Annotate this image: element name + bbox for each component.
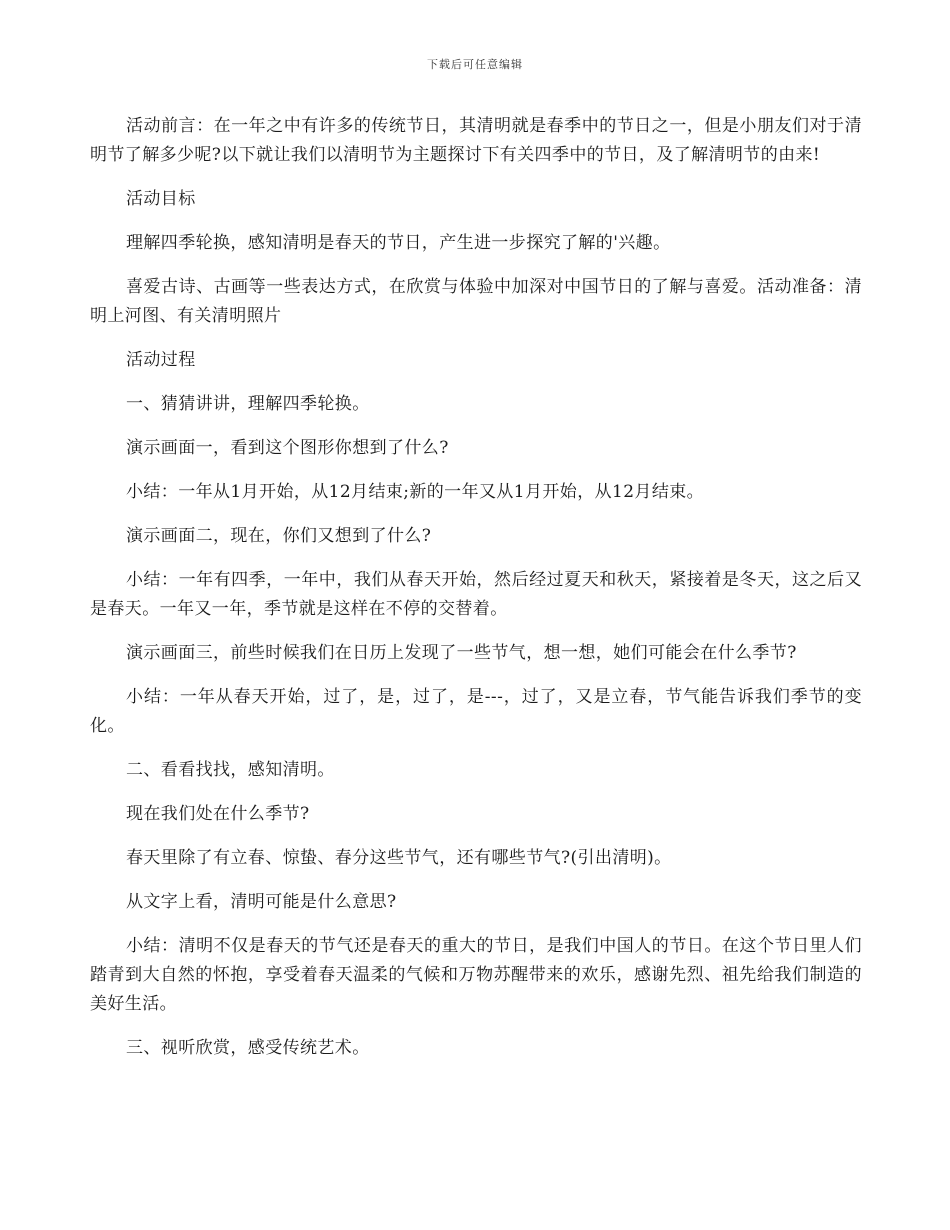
section-heading-3: 三、视听欣赏，感受传统艺术。 xyxy=(126,1038,370,1058)
heading-activity-goals: 活动目标 xyxy=(126,189,196,209)
paragraph-question-season: 现在我们处在什么季节? xyxy=(126,804,310,824)
paragraph-goal-1: 理解四季轮换，感知清明是春天的节日，产生进一步探究了解的'兴趣。 xyxy=(126,233,671,253)
paragraph-summary-2: 小结：一年有四季，一年中，我们从春天开始，然后经过夏天和秋天，紧接着是冬天，这之后又是春天。一年又一年，季节就是这样在不停的交替着。 xyxy=(90,570,862,619)
page-header: 下载后可任意编辑 xyxy=(427,58,523,71)
paragraph-question-meaning: 从文字上看，清明可能是什么意思? xyxy=(126,892,397,912)
paragraph-goal-2: 喜爱古诗、古画等一些表达方式，在欣赏与体验中加深对中国节日的了解与喜爱。活动准备：清明上河图、有关清明照片 xyxy=(90,277,862,326)
paragraph-demo-3: 演示画面三，前些时候我们在日历上发现了一些节气，想一想，她们可能会在什么季节? xyxy=(126,643,797,663)
paragraph-summary-1: 小结：一年从1月开始，从12月结束;新的一年又从1月开始，从12月结束。 xyxy=(126,482,705,502)
section-heading-2: 二、看看找找，感知清明。 xyxy=(126,760,335,780)
paragraph-summary-3: 小结：一年从春天开始，过了，是，过了，是---，过了，又是立春，节气能告诉我们季节的变化。 xyxy=(90,687,862,736)
section-heading-1: 一、猜猜讲讲，理解四季轮换。 xyxy=(126,394,370,414)
paragraph-question-solar-terms: 春天里除了有立春、惊蛰、春分这些节气，还有哪些节气?(引出清明)。 xyxy=(126,848,672,868)
paragraph-summary-4: 小结：清明不仅是春天的节气还是春天的重大的节日，是我们中国人的节日。在这个节日里人们踏青到大自然的怀抱，享受着春天温柔的气候和万物苏醒带来的欢乐，感谢先烈、祖先给我们制造的美好生活。 xyxy=(90,936,862,1014)
paragraph-demo-1: 演示画面一，看到这个图形你想到了什么? xyxy=(126,438,449,458)
document-body xyxy=(90,112,862,1078)
paragraph-demo-2: 演示画面二，现在，你们又想到了什么? xyxy=(126,526,432,546)
paragraph-intro: 活动前言：在一年之中有许多的传统节日，其清明就是春季中的节日之一，但是小朋友们对于清明节了解多少呢?以下就让我们以清明节为主题探讨下有关四季中的节日，及了解清明节的由来! xyxy=(90,116,862,165)
heading-activity-process: 活动过程 xyxy=(126,350,196,370)
